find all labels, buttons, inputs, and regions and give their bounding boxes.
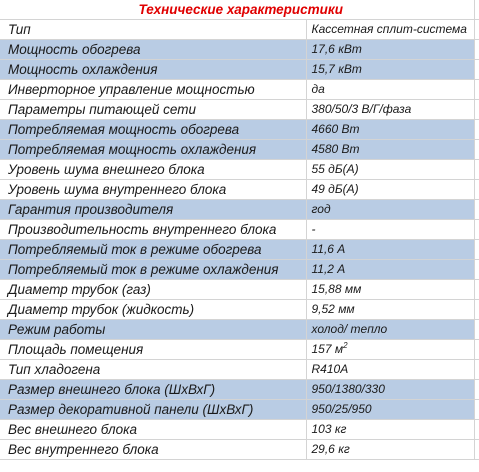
- row-label[interactable]: Потребляемая мощность охлаждения: [0, 140, 306, 160]
- row-label[interactable]: Производительность внутреннего блока: [0, 220, 306, 240]
- row-value[interactable]: холод/ тепло: [306, 320, 474, 340]
- edge-cell[interactable]: [474, 220, 479, 240]
- edge-cell[interactable]: [474, 140, 479, 160]
- edge-cell[interactable]: [474, 40, 479, 60]
- table-row: [0, 440, 479, 460]
- superscript: 2: [343, 341, 348, 350]
- edge-cell[interactable]: [474, 380, 479, 400]
- row-value[interactable]: R410A: [306, 360, 474, 380]
- table-row: [0, 400, 479, 420]
- table-row: [0, 380, 479, 400]
- row-value[interactable]: 17,6 кВт: [306, 40, 474, 60]
- row-value[interactable]: 950/25/950: [306, 400, 474, 420]
- row-label[interactable]: Гарантия производителя: [0, 200, 306, 220]
- row-label[interactable]: Уровень шума внешнего блока: [0, 160, 306, 180]
- row-value[interactable]: 11,6 А: [306, 240, 474, 260]
- table-row: [0, 160, 479, 180]
- table-row: [0, 100, 479, 120]
- row-value[interactable]: 9,52 мм: [306, 300, 474, 320]
- row-value[interactable]: [306, 340, 474, 360]
- row-label[interactable]: Площадь помещения: [0, 340, 306, 360]
- edge-cell[interactable]: [474, 60, 479, 80]
- row-value[interactable]: да: [306, 80, 474, 100]
- edge-cell[interactable]: [474, 0, 479, 20]
- edge-cell[interactable]: [474, 100, 479, 120]
- row-value[interactable]: 4660 Вт: [306, 120, 474, 140]
- edge-cell[interactable]: [474, 180, 479, 200]
- row-label[interactable]: Уровень шума внутреннего блока: [0, 180, 306, 200]
- row-label[interactable]: Режим работы: [0, 320, 306, 340]
- row-label[interactable]: Диаметр трубок (газ): [0, 280, 306, 300]
- table-row: [0, 80, 479, 100]
- edge-cell[interactable]: [474, 80, 479, 100]
- row-value[interactable]: 380/50/3 В/Г/фаза: [306, 100, 474, 120]
- row-label[interactable]: Потребляемая мощность обогрева: [0, 120, 306, 140]
- row-label[interactable]: Параметры питающей сети: [0, 100, 306, 120]
- table-row: [0, 420, 479, 440]
- edge-cell[interactable]: [474, 300, 479, 320]
- row-value[interactable]: 15,88 мм: [306, 280, 474, 300]
- row-label[interactable]: Тип хладогена: [0, 360, 306, 380]
- edge-cell[interactable]: [474, 120, 479, 140]
- row-label[interactable]: Вес внутреннего блока: [0, 440, 306, 460]
- row-value[interactable]: 49 дБ(А): [306, 180, 474, 200]
- table-row: [0, 260, 479, 280]
- table-row: [0, 140, 479, 160]
- edge-cell[interactable]: [474, 360, 479, 380]
- edge-cell[interactable]: [474, 420, 479, 440]
- table-row: [0, 120, 479, 140]
- title-row: [0, 0, 479, 20]
- table-row: [0, 340, 479, 360]
- row-value[interactable]: 29,6 кг: [306, 440, 474, 460]
- table-row: [0, 320, 479, 340]
- edge-cell[interactable]: [474, 320, 479, 340]
- row-label[interactable]: Вес внешнего блока: [0, 420, 306, 440]
- edge-cell[interactable]: [474, 240, 479, 260]
- table-row: [0, 280, 479, 300]
- row-value[interactable]: год: [306, 200, 474, 220]
- edge-cell[interactable]: [474, 20, 479, 40]
- edge-cell[interactable]: [474, 200, 479, 220]
- row-label[interactable]: Мощность охлаждения: [0, 60, 306, 80]
- row-value[interactable]: -: [306, 220, 474, 240]
- edge-cell[interactable]: [474, 280, 479, 300]
- row-value[interactable]: 15,7 кВт: [306, 60, 474, 80]
- row-label[interactable]: Диаметр трубок (жидкость): [0, 300, 306, 320]
- row-value[interactable]: 950/1380/330: [306, 380, 474, 400]
- table-row: [0, 40, 479, 60]
- table-row: [0, 240, 479, 260]
- row-value[interactable]: 4580 Вт: [306, 140, 474, 160]
- table-row: [0, 220, 479, 240]
- table-row: [0, 180, 479, 200]
- row-value[interactable]: 103 кг: [306, 420, 474, 440]
- table-row: [0, 360, 479, 380]
- table-row: [0, 200, 479, 220]
- row-value-text: 157 м: [311, 342, 344, 356]
- edge-cell[interactable]: [474, 340, 479, 360]
- row-label[interactable]: Размер внешнего блока (ШхВхГ): [0, 380, 306, 400]
- table-row: [0, 300, 479, 320]
- row-value[interactable]: 55 дБ(А): [306, 160, 474, 180]
- table-row: [0, 20, 479, 40]
- edge-cell[interactable]: [474, 260, 479, 280]
- table-title[interactable]: Технические характеристики: [0, 0, 474, 20]
- edge-cell[interactable]: [474, 400, 479, 420]
- edge-cell[interactable]: [474, 440, 479, 460]
- row-label[interactable]: Инверторное управление мощностью: [0, 80, 306, 100]
- row-label[interactable]: Мощность обогрева: [0, 40, 306, 60]
- row-label[interactable]: Тип: [0, 20, 306, 40]
- edge-cell[interactable]: [474, 160, 479, 180]
- row-label[interactable]: Размер декоративной панели (ШхВхГ): [0, 400, 306, 420]
- row-value[interactable]: Кассетная сплит-система: [306, 20, 474, 40]
- table-row: [0, 60, 479, 80]
- row-value[interactable]: 11,2 А: [306, 260, 474, 280]
- row-label[interactable]: Потребляемый ток в режиме охлаждения: [0, 260, 306, 280]
- row-label[interactable]: Потребляемый ток в режиме обогрева: [0, 240, 306, 260]
